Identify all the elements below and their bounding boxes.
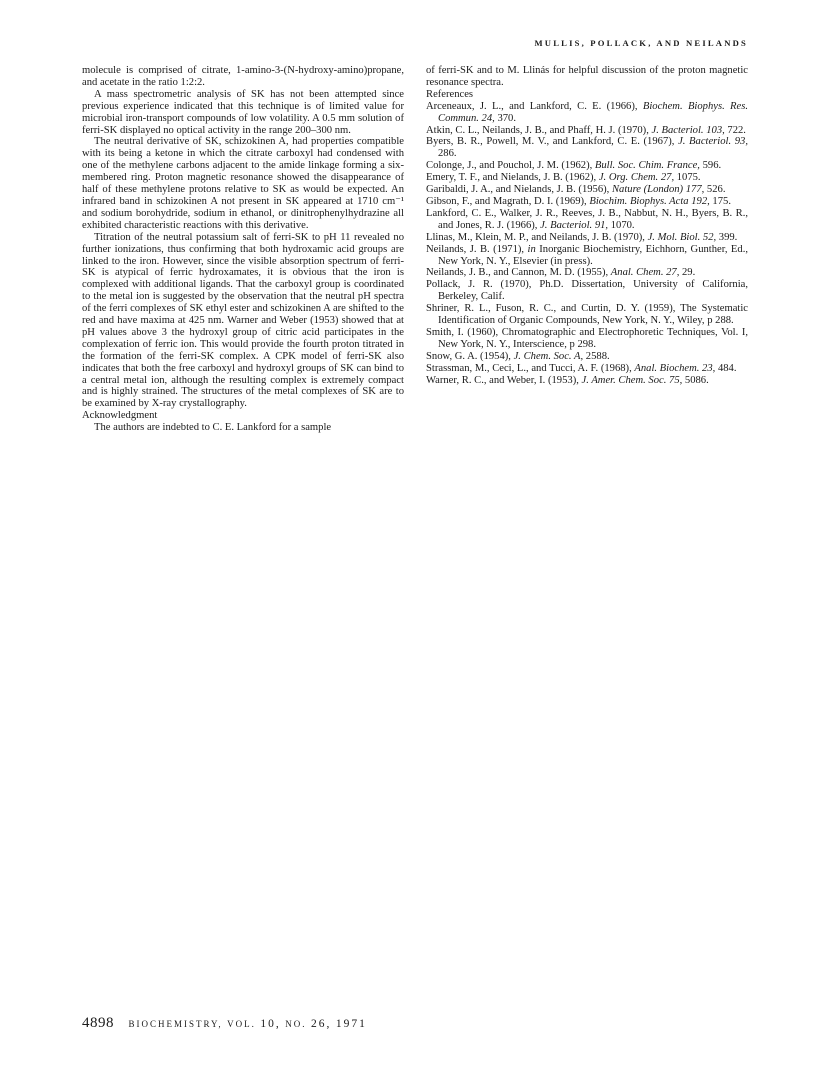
reference-entry [426,196,748,208]
running-head: MULLIS, POLLACK, AND NEILANDS [534,38,748,48]
right-column [426,65,748,386]
ref-volume: 91, [592,219,609,231]
ref-authors: Warner, R. C., and Weber, I. (1953), [426,374,582,386]
issue-number: 26, [310,1018,332,1030]
ref-authors: Strassman, M., Ceci, L., and Tucci, A. F. (1968), [426,362,635,374]
ref-authors: Arceneaux, J. L., and Lankford, C. E. (1966), [426,100,643,112]
reference-entry [426,363,748,375]
reference-entry [426,267,748,279]
ref-pages: 484. [715,362,737,374]
ref-journal: J. Bacteriol. [678,136,732,148]
ref-authors: Neilands, J. B. (1971), [426,243,528,255]
issue-label: NO. [285,1019,307,1029]
ref-journal: J. Bacteriol. [651,124,704,136]
ref-journal: Bull. Soc. Chim. France, [594,160,700,172]
reference-entry [426,244,748,268]
reference-entry [426,351,748,363]
ref-authors: Gibson, F., and Magrath, D. I. (1969), [426,195,590,207]
ref-authors: Pollack, J. R. (1970), Ph.D. Dissertation, University of California, Berkeley, Calif. [426,279,748,303]
acknowledgment-continued: of ferri-SK and to M. Llinás for helpful discussion of the proton magnetic resonance spectra. [426,65,748,88]
paragraph-1: molecule is comprised of citrate, 1-amino-3-(N-hydroxy-amino)propane, and acetate in the ratio 1:2:2. [82,65,404,88]
references-heading: References [426,88,474,100]
ref-pages: Inorganic Biochemistry, Eichhorn, Gunther, Ed., New York, N. Y., Elsevier (in press). [438,243,749,267]
ref-volume: 192, [688,195,710,207]
paragraph-2: A mass spectrometric analysis of SK has not been attempted since previous experience indicated that this technique is of limited value for microbial iron-transport compounds of low volatility. A 0.5 mm solution of ferri-SK displayed no optical activity in the range 200–300 nm. [82,88,404,136]
volume-number: 10, [260,1018,281,1030]
paragraph-3: The neutral derivative of SK, schizokinen A, had properties compatible with its being a ketone in which the citrate carboxyl had condensed with one of the methylene carbons adjacent to the amide linkage forming a six-membered ring. Proton magnetic resonance showed the disappearance of half of these methylene protons relative to SK as would be expected. An infrared band in schizokinen A not present in SK appeared at 1710 cm⁻¹ and sodium borohydride, sodium in ethanol, or dinitrophenylhydrazine all exhibited characteristic reactions with this derivative. [82,136,404,231]
ref-authors: Byers, B. R., Powell, M. V., and Lankford, C. E. (1967), [426,136,679,148]
ref-authors: Colonge, J., and Pouchol, J. M. (1962), [426,160,595,172]
acknowledgment-heading: Acknowledgment [82,410,158,422]
ref-pages: 29. [679,267,696,279]
page-footer [82,1015,367,1032]
ref-authors: Neilands, J. B., and Cannon, M. D. (1955), [426,267,611,279]
ref-pages: 399. [716,231,738,243]
reference-entry [426,125,748,137]
reference-list [426,101,748,387]
ref-authors: Llinas, M., Klein, M. P., and Neilands, J. B. (1970), [426,231,648,243]
ref-authors: Emery, T. F., and Nielands, J. B. (1962), [426,172,599,184]
journal-name: BIOCHEMISTRY, [128,1019,223,1029]
paragraph-4: Titration of the neutral potassium salt of ferri-SK to pH 11 revealed no further ionizations, thus confirming that both hydroxamic acid groups are linked to the iron. However, since the visible absorption spectrum of ferri-SK is atypical of ferric hydroxamates, it is obvious that the iron is complexed with additional ligands. That the carboxyl group is coordinated to the metal ion is suggested by the observation that the neutral pH spectra of the ferri complexes of SK ethyl ester and schizokinen A are shifted to the red and have maxima at 425 nm. Warner and Weber (1953) showed that at pH values above 3 the hydroxyl group of citric acid participates in the complexation of ferric ion. This would provide the fourth proton titrated in the formation of the ferri-SK complex. A CPK model of ferri-SK also indicates that both the free carboxyl and hydroxyl groups of SK can bind to a central metal ion, although the resulting complex is extremely compact and is highly strained. The structures of the metal complexes of SK are to be examined by X-ray crystallography. [82,231,404,410]
ref-volume: 75, [666,374,683,386]
acknowledgment-text: The authors are indebted to C. E. Lankford for a sample [94,422,332,434]
ref-journal: J. Amer. Chem. Soc. [581,374,667,386]
ref-volume: 177, [683,184,705,196]
reference-entry [426,184,748,196]
ref-volume: 23, [699,362,716,374]
ref-pages: 1070. [608,219,635,231]
ref-journal: in [527,243,536,255]
ref-journal: J. Org. Chem. [598,172,659,184]
reference-entry [426,136,748,160]
ref-journal: J. Chem. Soc. A, [513,350,584,362]
ref-pages: 370. [494,112,516,124]
ref-authors: Lankford, C. E., Walker, J. R., Reeves, J. B., Nabbut, N. H., Byers, B. R., and Jones, R. J. (1966), [426,207,748,231]
ref-pages: 286. [438,148,457,160]
ref-authors: Garibaldi, J. A., and Nielands, J. B. (1956), [426,184,612,196]
volume-label: VOL. [227,1019,256,1029]
year: 1971 [335,1018,367,1030]
ref-volume: 93, [731,136,749,148]
ref-authors: Smith, I. (1960), Chromatographic and Electrophoretic Techniques, Vol. I, New York, N. Y., Interscience, p 298. [426,326,748,350]
ref-volume: 24, [478,112,495,124]
ref-pages: 526. [704,184,726,196]
ref-pages: 2588. [583,350,610,362]
ref-journal: J. Mol. Biol. [647,231,701,243]
left-column [82,65,404,434]
ref-journal: J. Bacteriol. [540,219,593,231]
ref-journal: Anal. Chem. [610,267,664,279]
ref-pages: 1075. [674,172,701,184]
ref-pages: 175. [709,195,731,207]
ref-volume: 27, [663,267,680,279]
ref-authors: Shriner, R. L., Fuson, R. C., and Curtin, D. Y. (1959), The Systematic Identification of Organic Compounds, New York, N. Y., Wiley, p 288. [426,303,748,327]
ref-volume: 27, [658,172,675,184]
ref-authors: Snow, G. A. (1954), [426,350,514,362]
ref-journal: Biochem. Biophys. Res. Commun. [438,100,749,124]
page-number: 4898 [82,1015,114,1031]
ref-volume: 103, [703,124,725,136]
reference-entry [426,208,748,232]
reference-entry [426,279,748,303]
reference-entry [426,375,748,387]
reference-entry [426,303,748,327]
ref-journal: Anal. Biochem. [634,362,700,374]
ref-authors: Atkin, C. L., Neilands, J. B., and Phaff, H. J. (1970), [426,124,652,136]
ref-journal: Biochim. Biophys. Acta [589,195,689,207]
ref-pages: 722. [724,124,746,136]
ref-volume: 52, [700,231,717,243]
ref-pages: 5086. [682,374,709,386]
reference-entry [426,101,748,125]
reference-entry [426,172,748,184]
reference-entry [426,327,748,351]
reference-entry [426,160,748,172]
ref-pages: 596. [699,160,722,172]
ref-journal: Nature (London) [611,184,684,196]
reference-entry [426,232,748,244]
